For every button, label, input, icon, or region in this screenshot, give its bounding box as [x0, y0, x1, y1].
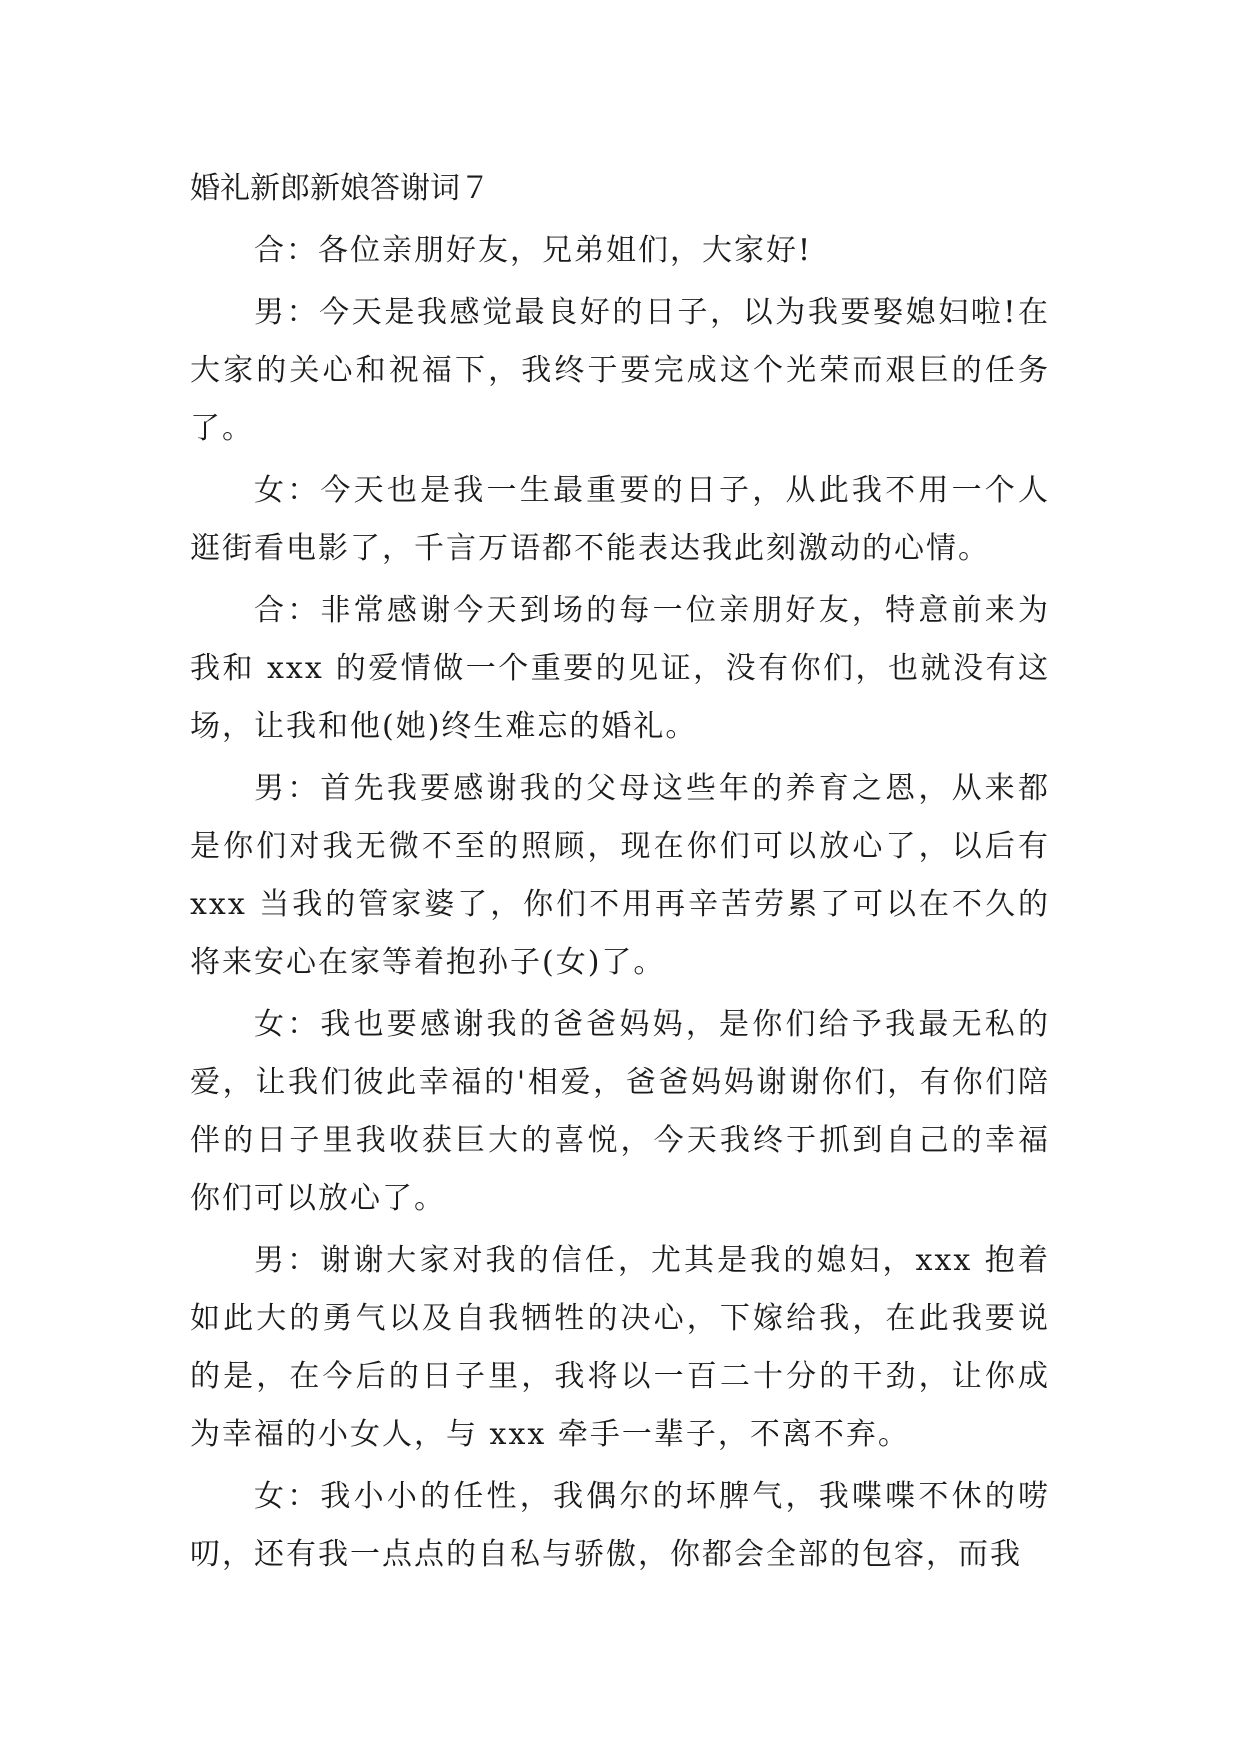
document-body	[190, 160, 1050, 1588]
paragraph-6: 女：我也要感谢我的爸爸妈妈，是你们给予我最无私的爱，让我们彼此幸福的'相爱，爸爸妈妈谢谢你们，有你们陪伴的日子里我收获巨大的喜悦，今天我终于抓到自己的幸福你们可以放心了。	[190, 1007, 1050, 1216]
paragraph-7: 男：谢谢大家对我的信任，尤其是我的媳妇，xxx 抱着如此大的勇气以及自我牺牲的决心，下嫁给我，在此我要说的是，在今后的日子里，我将以一百二十分的干劲，让你成为幸福的小女人，与 xxx 牵手一辈子，不离不弃。	[190, 1243, 1050, 1452]
document-title: 婚礼新郎新娘答谢词７	[190, 171, 490, 206]
paragraph-2: 男：今天是我感觉最良好的日子，以为我要娶媳妇啦!在大家的关心和祝福下，我终于要完成这个光荣而艰巨的任务了。	[190, 295, 1050, 446]
paragraph-4: 合：非常感谢今天到场的每一位亲朋好友，特意前来为我和 xxx 的爱情做一个重要的见证，没有你们，也就没有这场，让我和他(她)终生难忘的婚礼。	[190, 593, 1050, 744]
paragraph-3: 女：今天也是我一生最重要的日子，从此我不用一个人逛街看电影了，千言万语都不能表达我此刻激动的心情。	[190, 473, 1050, 566]
paragraph-1: 合：各位亲朋好友，兄弟姐们，大家好!	[254, 233, 813, 268]
paragraph-8: 女：我小小的任性，我偶尔的坏脾气，我喋喋不休的唠叨，还有我一点点的自私与骄傲，你都会全部的包容，而我	[190, 1479, 1050, 1572]
paragraph-5: 男：首先我要感谢我的父母这些年的养育之恩，从来都是你们对我无微不至的照顾，现在你们可以放心了，以后有 xxx 当我的管家婆了，你们不用再辛苦劳累了可以在不久的将来安心在家等着抱孙子(女)了。	[190, 771, 1050, 980]
